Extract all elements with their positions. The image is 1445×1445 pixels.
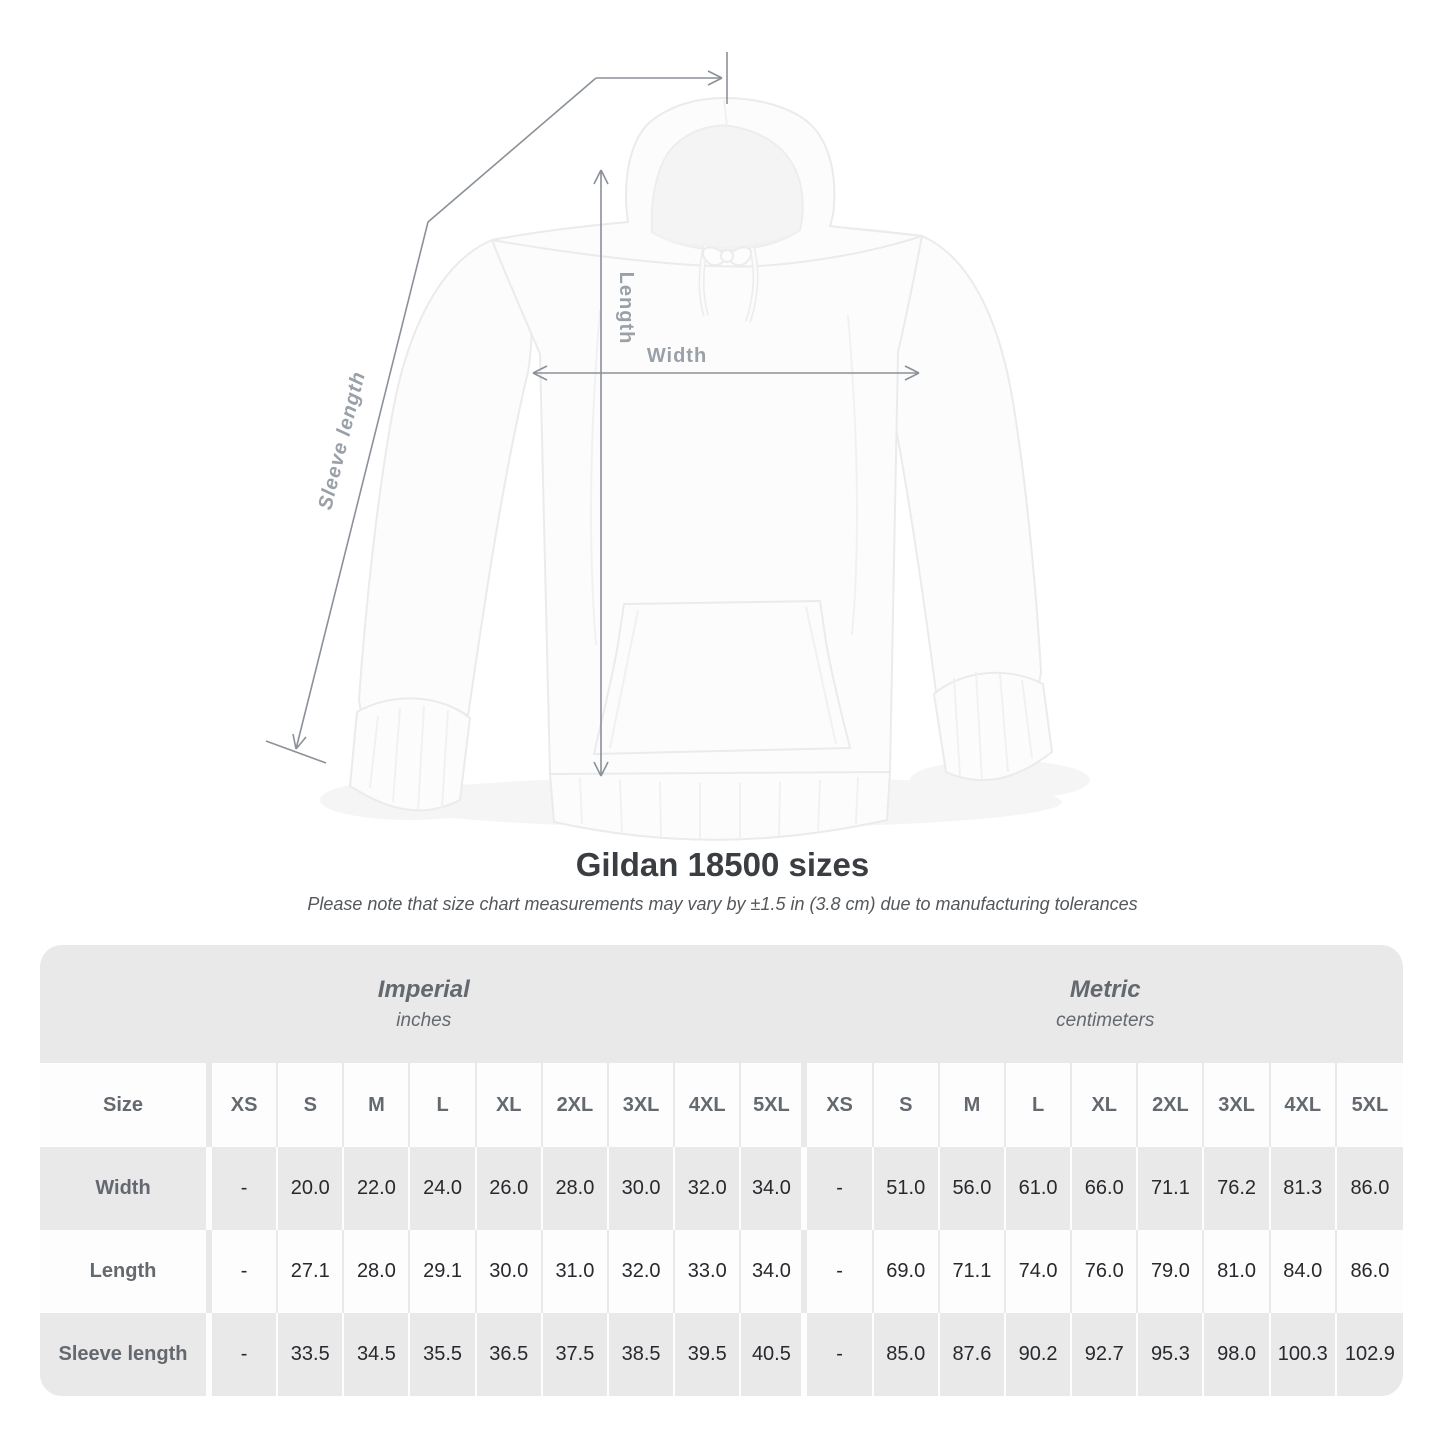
size-column-header: Size — [40, 1063, 212, 1147]
value-imperial-s: 33.5 — [278, 1313, 344, 1396]
left-cuff — [350, 698, 470, 810]
size-head-metric-5xl: 5XL — [1351, 1093, 1389, 1116]
value-metric-3xl: 98.0 — [1204, 1313, 1270, 1396]
value-imperial-l: 35.5 — [410, 1313, 476, 1396]
metric-group-header — [808, 945, 1404, 1063]
value-metric-m: 56.0 — [940, 1147, 1006, 1230]
value-metric-s: 85.0 — [874, 1313, 940, 1396]
imperial-group-unit: inches — [396, 1010, 452, 1031]
value-imperial-3xl: 30.0 — [609, 1147, 675, 1230]
value-imperial-2xl: 28.0 — [543, 1147, 609, 1230]
size-head-imperial-xl: XL — [477, 1063, 543, 1147]
value-imperial-xs: - — [212, 1230, 278, 1313]
value-imperial-2xl: 31.0 — [543, 1230, 609, 1313]
row-label: Sleeve length — [40, 1313, 212, 1396]
value-metric-3xl: 76.2 — [1204, 1147, 1270, 1230]
value-metric-3xl: 81.0 — [1204, 1230, 1270, 1313]
value-metric-2xl: 79.0 — [1138, 1230, 1204, 1313]
size-head-imperial-m: M — [344, 1063, 410, 1147]
row-label: Width — [40, 1147, 212, 1230]
value-metric-4xl: 84.0 — [1271, 1230, 1337, 1313]
value-imperial-4xl: 33.0 — [675, 1230, 741, 1313]
size-head-metric-2xl: 2XL — [1138, 1063, 1204, 1147]
size-head-imperial-5xl: 5XL — [741, 1063, 807, 1147]
value-imperial-xl: 26.0 — [477, 1147, 543, 1230]
size-head-imperial-xs: XS — [212, 1063, 278, 1147]
value-metric-4xl: 81.3 — [1271, 1147, 1337, 1230]
value-imperial-4xl: 39.5 — [675, 1313, 741, 1396]
size-head-imperial-3xl: 3XL — [609, 1063, 675, 1147]
value-imperial-s: 20.0 — [278, 1147, 344, 1230]
value-metric-4xl: 100.3 — [1271, 1313, 1337, 1396]
length-label: Length — [615, 271, 637, 345]
imperial-group-header — [40, 945, 808, 1063]
width-label: Width — [646, 345, 708, 367]
size-head-metric-m: M — [940, 1063, 1006, 1147]
size-header-row — [40, 1063, 1403, 1147]
value-metric-xs: - — [807, 1147, 873, 1230]
value-imperial-m: 22.0 — [344, 1147, 410, 1230]
value-metric-xs: - — [807, 1230, 873, 1313]
value-imperial-m: 28.0 — [344, 1230, 410, 1313]
row-label: Length — [40, 1230, 212, 1313]
size-head-imperial-4xl: 4XL — [675, 1063, 741, 1147]
size-head-imperial-l: L — [410, 1063, 476, 1147]
value-imperial-3xl: 32.0 — [609, 1230, 675, 1313]
size-head-imperial-s: S — [278, 1063, 344, 1147]
size-head-imperial-2xl: 2XL — [543, 1063, 609, 1147]
unit-group-row — [40, 945, 1403, 1063]
value-metric-5xl: 86.0 — [1350, 1260, 1390, 1282]
value-imperial-5xl: 34.0 — [741, 1147, 807, 1230]
value-metric-l: 61.0 — [1006, 1147, 1072, 1230]
measurement-rows — [40, 1147, 1403, 1396]
value-imperial-l: 24.0 — [410, 1147, 476, 1230]
metric-group-unit: centimeters — [1056, 1010, 1155, 1031]
value-metric-xl: 76.0 — [1072, 1230, 1138, 1313]
value-imperial-xl: 30.0 — [477, 1230, 543, 1313]
value-imperial-xl: 36.5 — [477, 1313, 543, 1396]
value-metric-5xl: 86.0 — [1350, 1177, 1390, 1199]
value-metric-s: 69.0 — [874, 1230, 940, 1313]
value-metric-5xl: 102.9 — [1344, 1343, 1395, 1365]
metric-group-name: Metric — [1069, 976, 1141, 1003]
hoodie-illustration — [350, 98, 1052, 840]
value-imperial-xs: - — [212, 1313, 278, 1396]
tolerance-note: Please note that size chart measurements may vary by ±1.5 in (3.8 cm) due to manufacturing tolerances — [307, 894, 1138, 914]
value-metric-l: 90.2 — [1006, 1313, 1072, 1396]
value-metric-xl: 66.0 — [1072, 1147, 1138, 1230]
page-title: Gildan 18500 sizes — [575, 846, 870, 883]
value-imperial-5xl: 34.0 — [741, 1230, 807, 1313]
sleeve-length-label: Sleeve length — [314, 369, 371, 513]
value-metric-l: 74.0 — [1006, 1230, 1072, 1313]
value-imperial-5xl: 40.5 — [741, 1313, 807, 1396]
size-head-metric-s: S — [874, 1063, 940, 1147]
kangaroo-pocket — [594, 601, 850, 754]
value-imperial-m: 34.5 — [344, 1313, 410, 1396]
value-imperial-s: 27.1 — [278, 1230, 344, 1313]
table-row-length — [40, 1230, 1403, 1313]
value-metric-s: 51.0 — [874, 1147, 940, 1230]
value-metric-2xl: 95.3 — [1138, 1313, 1204, 1396]
size-head-metric-xl: XL — [1072, 1063, 1138, 1147]
value-imperial-xs: - — [212, 1147, 278, 1230]
value-imperial-4xl: 32.0 — [675, 1147, 741, 1230]
value-metric-xs: - — [807, 1313, 873, 1396]
left-sleeve — [359, 240, 531, 716]
size-table — [40, 945, 1403, 1396]
value-metric-2xl: 71.1 — [1138, 1147, 1204, 1230]
table-row-width — [40, 1147, 1403, 1230]
value-metric-m: 87.6 — [940, 1313, 1006, 1396]
size-head-metric-3xl: 3XL — [1204, 1063, 1270, 1147]
hem-band — [550, 772, 890, 840]
value-imperial-2xl: 37.5 — [543, 1313, 609, 1396]
imperial-group-name: Imperial — [377, 976, 470, 1003]
value-imperial-l: 29.1 — [410, 1230, 476, 1313]
size-head-metric-xs: XS — [807, 1063, 873, 1147]
value-imperial-3xl: 38.5 — [609, 1313, 675, 1396]
size-head-metric-l: L — [1006, 1063, 1072, 1147]
right-cuff — [934, 673, 1052, 780]
value-metric-xl: 92.7 — [1072, 1313, 1138, 1396]
size-head-metric-4xl: 4XL — [1271, 1063, 1337, 1147]
table-row-sleeve-length — [40, 1313, 1403, 1396]
value-metric-m: 71.1 — [940, 1230, 1006, 1313]
